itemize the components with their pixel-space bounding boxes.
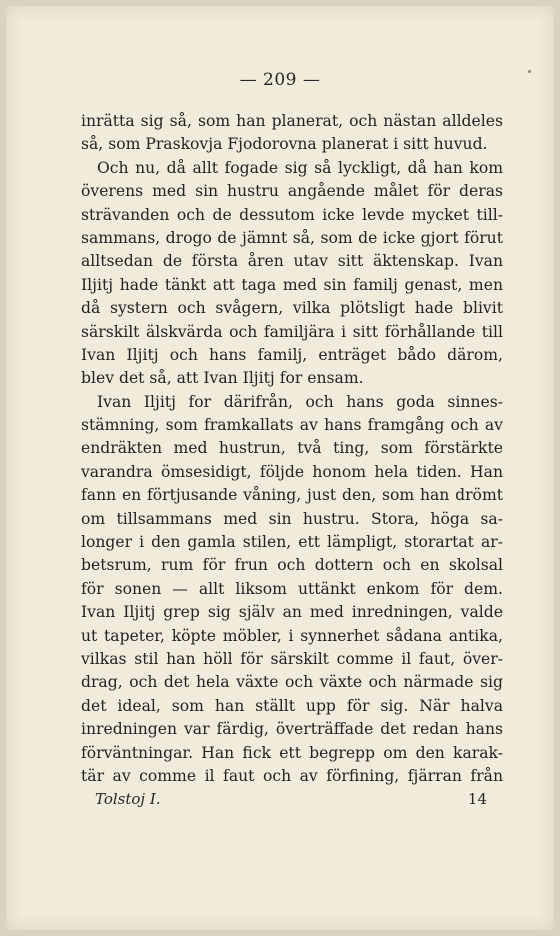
text-line: drag, och det hela växte och växte och närmade sig <box>81 673 503 692</box>
text-line: det ideal, som han ställt upp för sig. När halva <box>81 696 503 715</box>
signature-mark: Tolstoj I. <box>95 790 161 808</box>
text-line: strävanden och de dessutom icke levde mycket till- <box>81 205 503 224</box>
text-line: fann en förtjusande våning, just den, som han drömt <box>81 486 503 505</box>
text-line: sammans, drogo de jämnt så, som de icke gjort förut <box>81 228 503 247</box>
page-footer <box>81 790 503 814</box>
text-line: stämning, som framkallats av hans framgång och av <box>81 416 503 435</box>
text-line: inredningen var färdig, överträffade det redan hans <box>81 720 503 739</box>
body-text <box>81 110 503 788</box>
text-line: longer i den gamla stilen, ett lämpligt, storartat ar- <box>81 533 503 552</box>
text-line: då systern och svågern, vilka plötsligt hade blivit <box>81 299 503 318</box>
text-line: Ivan Iljitj och hans familj, enträget bådo därom, <box>81 345 503 364</box>
text-line: Ivan Iljitj for därifrån, och hans goda sinnes- <box>97 392 503 411</box>
book-page <box>6 6 554 930</box>
text-line: Ivan Iljitj grep sig själv an med inredningen, valde <box>81 603 503 622</box>
text-line: om tillsammans med sin hustru. Stora, höga sa- <box>81 509 503 528</box>
text-line: inrätta sig så, som han planerat, och nästan alldeles <box>81 112 503 130</box>
paper-speck <box>528 70 531 73</box>
text-line: tär av comme il faut och av förfining, fjärran från <box>81 766 503 785</box>
text-line: blev det så, att Ivan Iljitj for ensam. <box>81 369 364 388</box>
text-line: så, som Praskovja Fjodorovna planerat i sitt huvud. <box>81 135 488 154</box>
text-line: för sonen — allt liksom uttänkt enkom för dem. <box>81 579 503 598</box>
text-line: vilkas stil han höll för särskilt comme il faut, över- <box>81 649 503 668</box>
text-line: varandra ömsesidigt, följde honom hela tiden. Han <box>81 462 503 481</box>
text-line: särskilt älskvärda och familjära i sitt förhållande till <box>81 322 503 341</box>
text-line: Och nu, då allt fogade sig så lyckligt, då han kom <box>97 158 503 177</box>
text-line: betsrum, rum för frun och dottern och en skolsal <box>81 556 503 575</box>
text-line: endräkten med hustrun, två ting, som förstärkte <box>81 439 503 458</box>
sheet-number: 14 <box>467 790 487 808</box>
text-line: Iljitj hade tänkt att taga med sin familj genast, men <box>81 275 503 294</box>
text-line: överens med sin hustru angående målet för deras <box>81 182 503 201</box>
text-line: förväntningar. Han fick ett begrepp om den karak- <box>81 743 503 762</box>
page-number: — 209 — <box>239 70 321 90</box>
text-line: ut tapeter, köpte möbler, i synnerhet sådana antika, <box>81 626 503 645</box>
text-line: alltsedan de första åren utav sitt äktenskap. Ivan <box>81 252 503 271</box>
